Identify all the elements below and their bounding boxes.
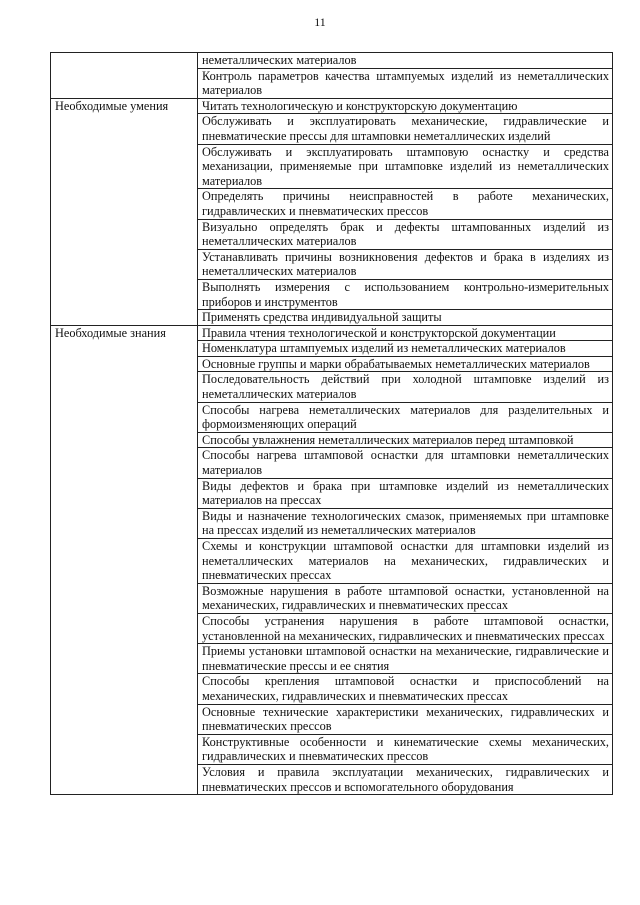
requirement-cell [198, 310, 613, 326]
requirement-cell [198, 734, 613, 764]
requirement-cell [198, 508, 613, 538]
requirement-cell [198, 98, 613, 114]
requirement-cell [198, 674, 613, 704]
requirement-text: Читать технологическую и конструкторскую документацию [202, 98, 518, 113]
requirement-cell [198, 764, 613, 794]
requirement-text: Способы крепления штамповой оснастки и приспособлений на механических, гидравлических и пневматических прессах [202, 674, 609, 703]
requirement-cell [198, 114, 613, 144]
table-row [51, 53, 613, 69]
requirement-cell [198, 539, 613, 584]
requirement-text: Основные группы и марки обрабатываемых неметаллических материалов [202, 356, 590, 371]
requirement-text: Конструктивные особенности и кинематические схемы механических, гидравлических и пневматических прессов [202, 734, 609, 764]
requirement-cell [198, 279, 613, 309]
requirement-cell [198, 448, 613, 478]
requirement-text: Правила чтения технологической и конструкторской документации [202, 325, 556, 340]
requirement-text: Виды и назначение технологических смазок, применяемых при штамповке на прессах изделий из неметаллических материалов [202, 508, 609, 538]
requirement-text: Схемы и конструкции штамповой оснастки для штамповки изделий из неметаллических материалов на механических, гидравлических и пневматических прессах [202, 539, 609, 583]
requirement-cell [198, 249, 613, 279]
requirement-text: Номенклатура штампуемых изделий из неметаллических материалов [202, 341, 566, 356]
requirement-text: Способы устранения нарушения в работе штамповой оснастки, установленной на механических, гидравлических и пневматических прессах [202, 613, 609, 643]
requirement-text: Обслуживать и эксплуатировать механические, гидравлические и пневматические прессы для штамповки неметаллических изделий [202, 114, 609, 143]
requirement-text: Выполнять измерения с использованием контрольно-измерительных приборов и инструментов [202, 279, 609, 309]
requirement-text: Визуально определять брак и дефекты штампованных изделий из неметаллических материалов [202, 219, 609, 249]
requirement-text: Приемы установки штамповой оснастки на механические, гидравлические и пневматические прессы и ее снятия [202, 644, 609, 673]
requirement-cell [198, 478, 613, 508]
requirement-cell [198, 644, 613, 674]
requirement-text: Применять средства индивидуальной защиты [202, 310, 442, 325]
requirement-cell [198, 704, 613, 734]
requirement-cell [198, 432, 613, 448]
table-row [51, 98, 613, 114]
requirement-text: Виды дефектов и брака при штамповке изделий из неметаллических материалов на прессах [202, 478, 609, 508]
section-label [51, 53, 198, 99]
requirement-text: Основные технические характеристики механических, гидравлических и пневматических прессов [202, 704, 609, 734]
requirement-cell [198, 372, 613, 402]
requirement-cell [198, 356, 613, 372]
requirement-text: Контроль параметров качества штампуемых изделий из неметаллических материалов [202, 68, 609, 98]
section-label: Необходимые умения [51, 98, 198, 325]
table-row [51, 325, 613, 341]
requirement-cell [198, 402, 613, 432]
requirement-cell [198, 53, 613, 69]
requirement-cell [198, 341, 613, 357]
requirement-text: Последовательность действий при холодной штамповке изделий из неметаллических материалов [202, 372, 609, 402]
section-label: Необходимые знания [51, 325, 198, 794]
requirement-text: Способы увлажнения неметаллических материалов перед штамповкой [202, 432, 574, 447]
requirement-text: Способы нагрева штамповой оснастки для штамповки неметаллических материалов [202, 448, 609, 478]
requirement-text: Обслуживать и эксплуатировать штамповую оснастку и средства механизации, применяемые при штамповке изделий из неметаллических материалов [202, 144, 609, 188]
requirement-cell [198, 583, 613, 613]
requirement-cell [198, 68, 613, 98]
requirement-text: Способы нагрева неметаллических материалов для разделительных и формоизменяющих операций [202, 402, 609, 432]
requirement-text: Условия и правила эксплуатации механических, гидравлических и пневматических прессов и вспомогательного оборудования [202, 764, 609, 794]
page-number: 11 [314, 15, 326, 29]
requirement-cell [198, 325, 613, 341]
requirement-cell [198, 189, 613, 219]
requirement-cell [198, 144, 613, 189]
requirement-cell [198, 219, 613, 249]
requirements-table [50, 52, 613, 795]
requirement-text: Определять причины неисправностей в работе механических, гидравлических и пневматических прессов [202, 189, 609, 218]
requirement-text: Возможные нарушения в работе штамповой оснастки, установленной на механических, гидравлических и пневматических прессах [202, 583, 609, 613]
requirement-text: неметаллических материалов [202, 53, 357, 67]
requirement-cell [198, 613, 613, 643]
requirement-text: Устанавливать причины возникновения дефектов и брака в изделиях из неметаллических материалов [202, 249, 609, 279]
